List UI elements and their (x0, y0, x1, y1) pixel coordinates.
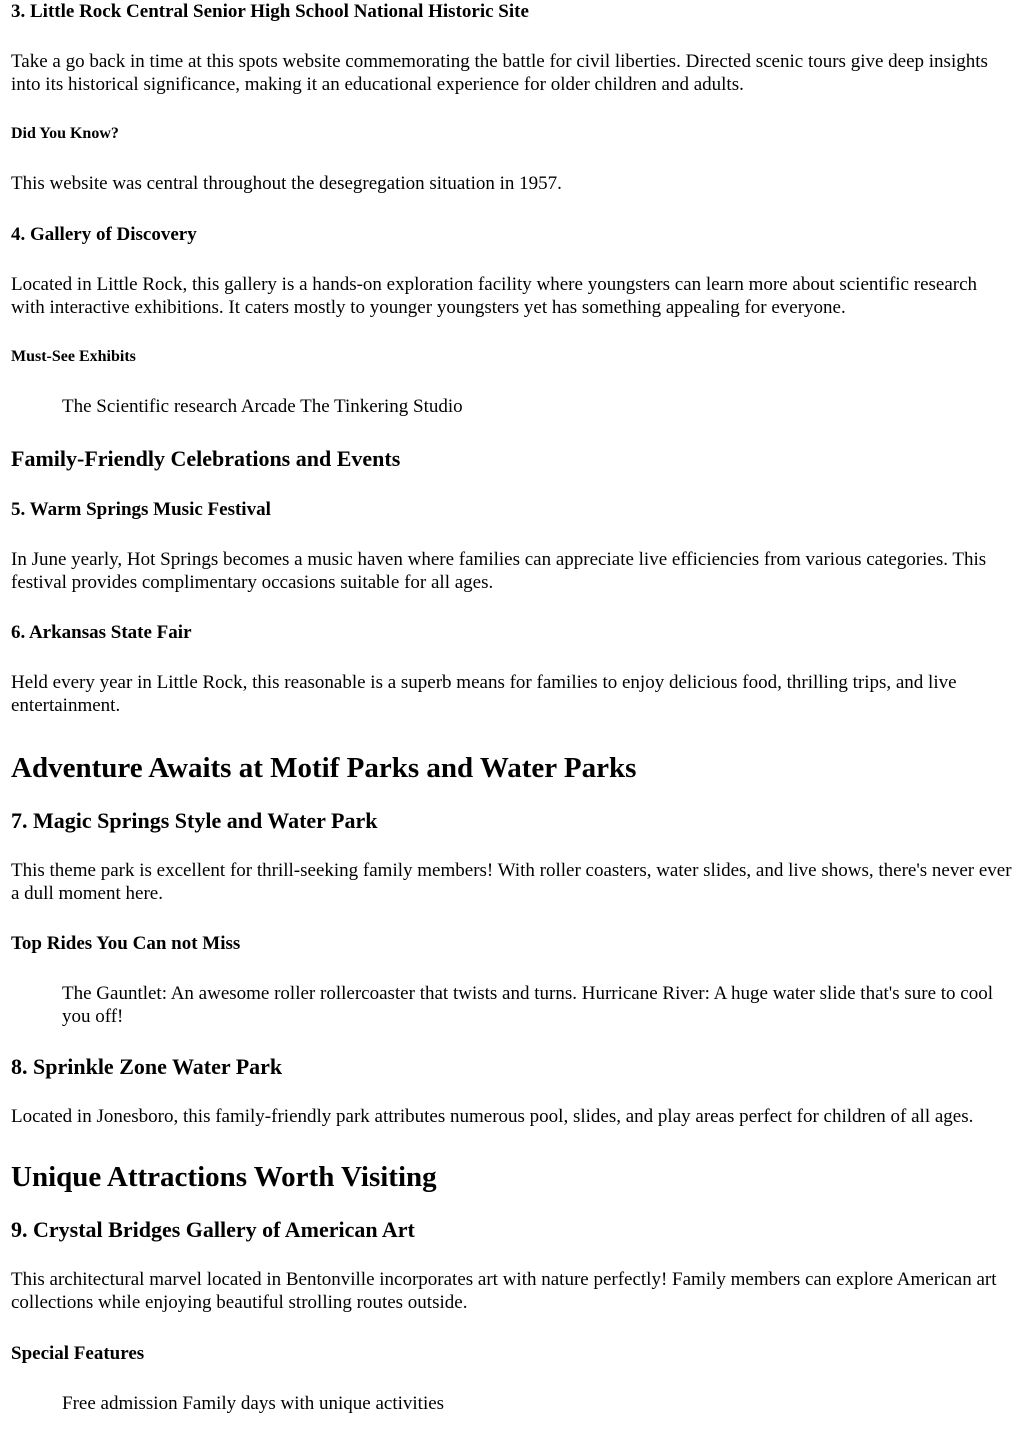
heading-gallery-of-discovery: 4. Gallery of Discovery (11, 224, 197, 245)
heading-did-you-know: Did You Know? (11, 125, 119, 142)
paragraph-little-rock-central: Take a go back in time at this spots website commemorating the battle for civil liberties. Directed scenic tours give deep insights into its historical significance, making it an educational experience for older children and adults. (11, 51, 988, 95)
heading-family-friendly-celebrations: Family-Friendly Celebrations and Events (11, 446, 401, 471)
quote-special-features: Free admission Family days with unique activities (62, 1393, 445, 1414)
quote-must-see-exhibits: The Scientific research Arcade The Tinkering Studio (62, 396, 463, 417)
heading-unique-attractions: Unique Attractions Worth Visiting (11, 1161, 437, 1193)
heading-little-rock-central: 3. Little Rock Central Senior High School National Historic Site (11, 1, 529, 22)
quote-top-rides: The Gauntlet: An awesome roller rollercoaster that twists and turns. Hurricane River: A huge water slide that's sure to cool you off! (62, 983, 993, 1027)
heading-magic-springs: 7. Magic Springs Style and Water Park (11, 808, 378, 833)
heading-must-see-exhibits: Must-See Exhibits (11, 348, 136, 365)
paragraph-crystal-bridges: This architectural marvel located in Bentonville incorporates art with nature perfectly! Family members can explore American art collections while enjoying beautiful strolling routes outside. (11, 1269, 997, 1313)
paragraph-sprinkle-zone: Located in Jonesboro, this family-friendly park attributes numerous pool, slides, and play areas perfect for children of all ages. (11, 1106, 974, 1127)
paragraph-gallery-of-discovery: Located in Little Rock, this gallery is a hands-on exploration facility where youngsters can learn more about scientific research with interactive exhibitions. It caters mostly to younger youngsters yet has something appealing for everyone. (11, 274, 978, 318)
heading-warm-springs-music-festival: 5. Warm Springs Music Festival (11, 499, 271, 520)
heading-adventure-awaits: Adventure Awaits at Motif Parks and Water Parks (11, 752, 637, 784)
paragraph-magic-springs: This theme park is excellent for thrill-seeking family members! With roller coasters, water slides, and live shows, there's never ever a dull moment here. (11, 860, 1012, 904)
paragraph-arkansas-state-fair: Held every year in Little Rock, this reasonable is a superb means for families to enjoy delicious food, thrilling trips, and live entertainment. (11, 672, 957, 716)
heading-sprinkle-zone: 8. Sprinkle Zone Water Park (11, 1054, 283, 1079)
paragraph-did-you-know: This website was central throughout the desegregation situation in 1957. (11, 173, 562, 194)
paragraph-warm-springs-music-festival: In June yearly, Hot Springs becomes a music haven where families can appreciate live efficiencies from various categories. This festival provides complimentary occasions suitable for all ages. (11, 549, 987, 593)
heading-top-rides: Top Rides You Can not Miss (11, 933, 241, 954)
heading-arkansas-state-fair: 6. Arkansas State Fair (11, 622, 192, 643)
heading-special-features: Special Features (11, 1343, 145, 1364)
heading-crystal-bridges: 9. Crystal Bridges Gallery of American Art (11, 1217, 415, 1242)
